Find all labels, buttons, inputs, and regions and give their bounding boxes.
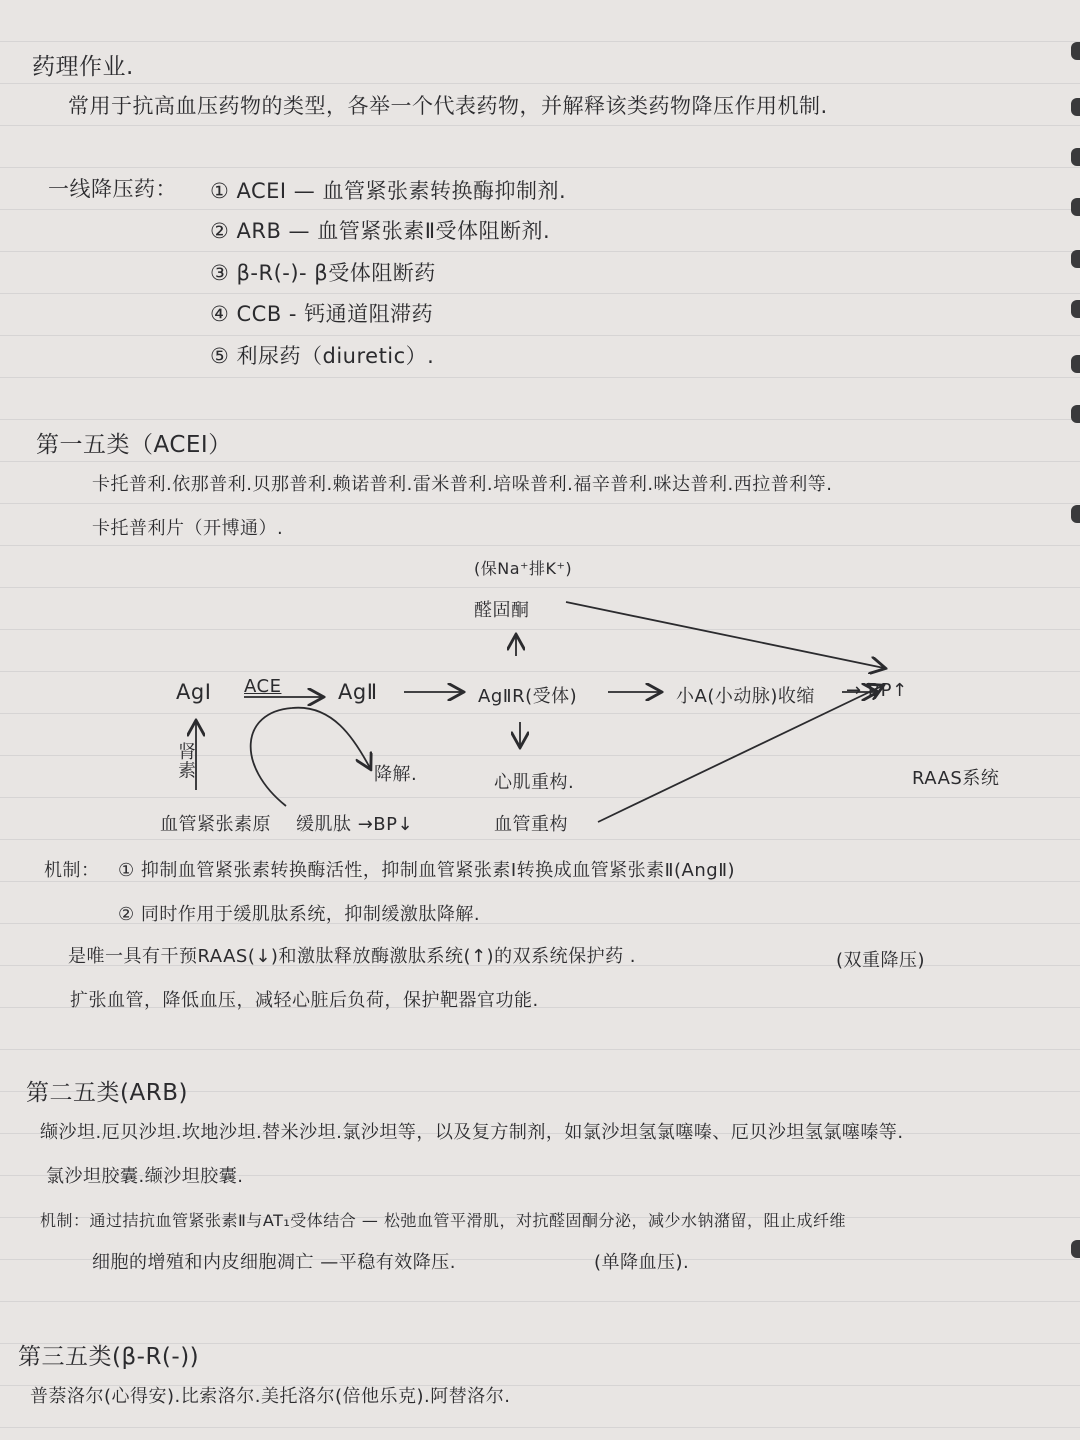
mechanism-2: ② 同时作用于缓肌肽系统，抑制缓激肽降解. — [118, 904, 481, 925]
drug-example: 氯沙坦胶囊.缬沙坦胶囊. — [46, 1166, 244, 1187]
mechanism-label: 机制： — [44, 860, 100, 881]
diagram-receptor: AgⅡR(受体) — [478, 686, 578, 707]
first-line-item: ① ACEI — 血管紧张素转换酶抑制剂. — [210, 179, 567, 203]
diagram-ang1: AgⅠ — [176, 680, 212, 704]
diagram-aldosterone: 醛固酮 — [474, 600, 530, 621]
section-heading: 第三五类(β-R(-)) — [18, 1344, 200, 1370]
effects-text: 扩张血管，降低血压，减轻心脏后负荷，保护靶器官功能. — [70, 990, 539, 1011]
drug-example: 卡托普利片（开博通）. — [92, 518, 284, 539]
diagram-ang2: AgⅡ — [338, 680, 378, 704]
section-heading: 第二五类(ARB) — [26, 1080, 188, 1106]
diagram-raas: RAAS系统 — [912, 768, 1000, 789]
diagram-note: (保Na⁺排K⁺) — [474, 559, 573, 578]
mechanism-line-2: 细胞的增殖和内皮细胞凋亡 —平稳有效降压. — [92, 1252, 456, 1273]
page-title: 药理作业. — [32, 54, 134, 80]
mechanism-line-1: 机制：通过拮抗血管紧张素Ⅱ与AT₁受体结合 — 松弛血管平滑肌，对抗醛固酮分泌，减少水钠潴留，阻止成纤维 — [40, 1211, 846, 1230]
diagram-degrade: 降解. — [374, 764, 418, 785]
diagram-vessel-remodel: 血管重构 — [494, 814, 568, 835]
arrow-degrade — [251, 708, 370, 806]
diagram-heart-remodel: 心肌重构. — [494, 772, 575, 793]
diagram-ace: ACE — [244, 676, 282, 697]
dual-note: (双重降压) — [836, 950, 926, 971]
first-line-label: 一线降压药： — [48, 177, 177, 201]
arrow-aldo-bp — [566, 602, 884, 668]
single-note: (单降血压). — [594, 1252, 690, 1273]
first-line-item: ⑤ 利尿药（diuretic）. — [210, 344, 435, 368]
drug-list: 普萘洛尔(心得安).比索洛尔.美托洛尔(倍他乐克).阿替洛尔. — [30, 1386, 511, 1407]
unique-note: 是唯一具有干预RAAS(↓)和激肽释放酶激肽系统(↑)的双系统保护药 . — [68, 946, 637, 967]
mechanism-1: ① 抑制血管紧张素转换酶活性，抑制血管紧张素Ⅰ转换成血管紧张素Ⅱ(AngⅡ) — [118, 860, 736, 881]
section-heading: 第一五类（ACEI） — [36, 432, 232, 458]
diagram-angiotensinogen: 血管紧张素原 — [160, 814, 271, 835]
drug-list: 缬沙坦.厄贝沙坦.坎地沙坦.替米沙坦.氯沙坦等，以及复方制剂，如氯沙坦氢氯噻嗪、厄贝沙坦氢氯噻嗪等. — [40, 1122, 904, 1143]
diagram-vasoconstriction: 小A(小动脉)收缩 — [676, 686, 815, 707]
diagram-bradykinin: 缓肌肽 →BP↓ — [296, 814, 414, 835]
diagram-bp-up: → BP↑ — [846, 680, 908, 701]
drug-list: 卡托普利.依那普利.贝那普利.赖诺普利.雷米普利.培哚普利.福辛普利.咪达普利.西拉普利等. — [92, 474, 833, 495]
diagram-renin: 肾素 — [175, 742, 196, 779]
question-text: 常用于抗高血压药物的类型，各举一个代表药物，并解释该类药物降压作用机制. — [68, 94, 828, 118]
first-line-item: ② ARB — 血管紧张素Ⅱ受体阻断剂. — [210, 219, 551, 243]
first-line-item: ④ CCB - 钙通道阻滞药 — [210, 302, 434, 326]
first-line-item: ③ β-R(-)- β受体阻断药 — [210, 261, 436, 285]
